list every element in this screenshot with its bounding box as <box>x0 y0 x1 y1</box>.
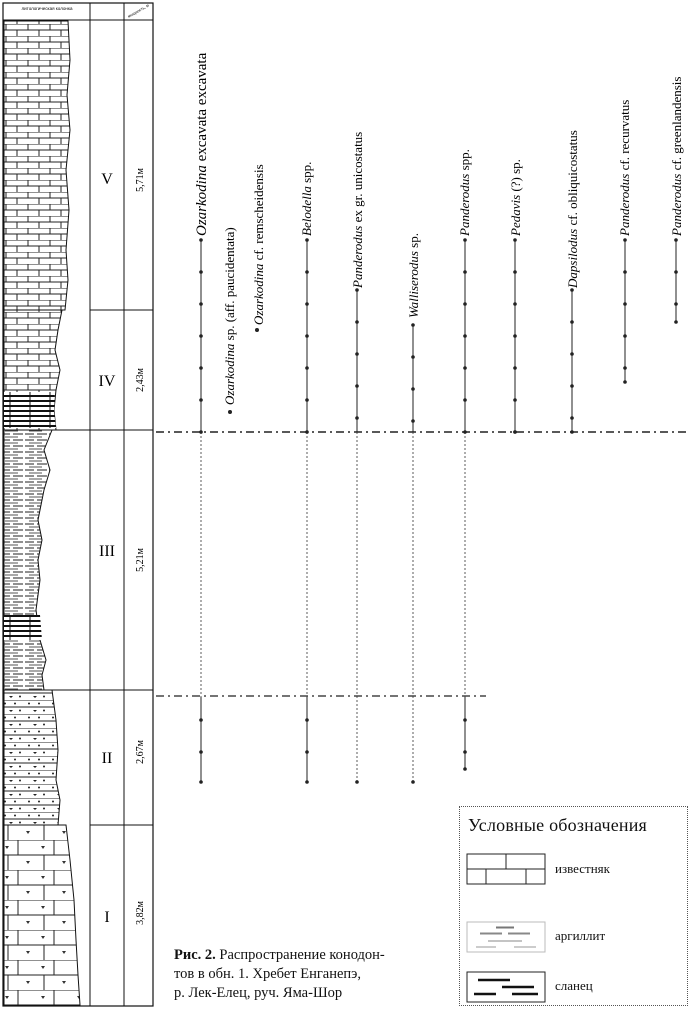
sample-point <box>623 302 627 306</box>
caption-line-3: р. Лек-Елец, руч. Яма-Шор <box>174 985 343 1001</box>
taxon-species: ex gr. unicostatus <box>350 131 365 226</box>
taxon-species: cf. greenlandensis <box>669 76 684 174</box>
range-8 <box>513 238 517 434</box>
taxon-label-9 <box>565 130 580 289</box>
sample-point <box>305 750 309 754</box>
sample-point <box>305 430 309 434</box>
sample-point <box>199 238 203 242</box>
sample-point <box>305 270 309 274</box>
sample-point <box>305 334 309 338</box>
sample-point <box>463 302 467 306</box>
sample-point <box>623 366 627 370</box>
legend-swatch-limestone <box>466 853 546 885</box>
thickness-ii: 2,67м <box>135 740 146 764</box>
sample-point <box>513 270 517 274</box>
sample-point <box>199 366 203 370</box>
range-5 <box>355 288 359 784</box>
taxon-label-4 <box>299 162 314 236</box>
figure-caption <box>174 946 470 1003</box>
unit-label-iii: III <box>99 543 115 560</box>
taxon-genus: Pedavis <box>508 194 523 236</box>
range-point <box>255 328 259 332</box>
lithology-unit-i <box>4 825 80 1005</box>
sample-point <box>623 334 627 338</box>
thickness-iv: 2,43м <box>135 368 146 392</box>
taxon-genus: Panderodus <box>350 225 365 288</box>
legend-title: Условные обозначения <box>468 815 648 835</box>
legend <box>459 806 688 1006</box>
lithology-unit-iv-dark <box>4 392 56 428</box>
sample-point <box>674 238 678 242</box>
taxon-genus: Panderodus <box>669 173 684 236</box>
sample-point <box>355 320 359 324</box>
sample-point <box>305 366 309 370</box>
caption-lead: Рис. 2. <box>174 947 216 963</box>
taxon-label-1 <box>194 52 210 236</box>
thickness-i: 3,82м <box>135 901 146 925</box>
sample-point <box>463 366 467 370</box>
sample-point <box>570 320 574 324</box>
sample-point <box>513 334 517 338</box>
sample-point <box>623 270 627 274</box>
legend-label-shale: сланец <box>555 978 593 993</box>
sample-point <box>411 323 415 327</box>
sample-point <box>199 302 203 306</box>
sample-point <box>199 718 203 722</box>
sample-point <box>463 238 467 242</box>
legend-label-limestone: известняк <box>555 861 610 876</box>
sample-point <box>355 416 359 420</box>
legend-swatch-shale <box>466 971 546 1003</box>
unit-label-ii: II <box>101 750 113 767</box>
lithology-unit-v <box>4 21 70 310</box>
sample-point <box>623 238 627 242</box>
sample-point <box>411 780 415 784</box>
sample-point <box>305 302 309 306</box>
sample-point <box>513 430 517 434</box>
unit-label-i: I <box>104 909 110 926</box>
caption-line-1: Распространение конодон- <box>215 947 385 963</box>
taxon-species: cf. recurvatus <box>617 99 632 174</box>
taxon-label-6 <box>406 233 421 318</box>
range-11 <box>674 238 678 324</box>
caption-line-2: тов в обн. 1. Хребет Енганепэ, <box>174 966 362 982</box>
header-lithology: литологическая колонка <box>21 6 73 11</box>
sample-point <box>305 780 309 784</box>
range-point <box>228 410 232 414</box>
sample-point <box>199 430 203 434</box>
sample-point <box>674 302 678 306</box>
taxon-genus: Ozarkodina <box>194 165 210 236</box>
sample-point <box>623 380 627 384</box>
range-3 <box>255 328 259 332</box>
sample-point <box>513 366 517 370</box>
sample-point <box>411 355 415 359</box>
taxon-label-10 <box>617 100 632 237</box>
taxon-label-8 <box>508 159 523 237</box>
legend-swatch-argillite <box>466 921 546 953</box>
taxon-species: spp. <box>299 161 314 187</box>
taxon-species: sp. (aff. paucidentata) <box>222 227 237 344</box>
sample-point <box>570 416 574 420</box>
sample-point <box>674 320 678 324</box>
taxon-species: (?) sp. <box>508 159 523 195</box>
range-4 <box>305 238 309 784</box>
sample-point <box>463 334 467 338</box>
sample-point <box>674 270 678 274</box>
unit-label-iv: IV <box>98 373 116 390</box>
taxon-genus: Walliserodus <box>406 251 421 318</box>
sample-point <box>570 430 574 434</box>
range-9 <box>570 288 574 434</box>
unit-label-v: V <box>101 171 113 188</box>
sample-point <box>355 384 359 388</box>
taxon-genus: Ozarkodina <box>222 343 237 405</box>
range-10 <box>623 238 627 384</box>
taxon-species: spp. <box>457 149 472 174</box>
lithology-unit-iii <box>4 430 52 690</box>
sample-point <box>463 430 467 434</box>
taxon-species: cf. obliquicostatus <box>565 130 580 229</box>
taxon-genus: Panderodus <box>457 173 472 236</box>
sample-point <box>199 780 203 784</box>
sample-point <box>199 750 203 754</box>
taxon-label-7 <box>457 149 472 237</box>
taxon-label-11 <box>669 77 684 237</box>
sample-point <box>463 270 467 274</box>
sample-point <box>463 718 467 722</box>
range-2 <box>228 410 232 414</box>
sample-point <box>199 398 203 402</box>
taxon-label-5 <box>350 132 365 289</box>
sample-point <box>570 352 574 356</box>
sample-point <box>199 270 203 274</box>
taxon-genus: Ozarkodina <box>251 263 266 325</box>
thickness-iii: 5,21м <box>135 548 146 572</box>
taxon-label-3 <box>251 164 266 325</box>
lithology-column <box>3 3 153 1006</box>
sample-point <box>463 767 467 771</box>
range-7 <box>463 238 467 771</box>
sample-point <box>305 718 309 722</box>
sample-point <box>463 750 467 754</box>
sample-point <box>513 398 517 402</box>
taxon-species: excavata excavata <box>194 52 210 166</box>
lithology-unit-ii <box>4 690 60 825</box>
sample-point <box>305 398 309 402</box>
lithology-unit-iii-dark <box>4 615 42 640</box>
sample-point <box>305 238 309 242</box>
taxon-labels <box>194 52 684 405</box>
sample-point <box>411 387 415 391</box>
sample-point <box>411 419 415 423</box>
range-6 <box>411 323 415 784</box>
sample-point <box>463 398 467 402</box>
legend-label-argillite: аргиллит <box>555 928 606 943</box>
header-thickness: мощность, м <box>126 2 150 19</box>
taxon-genus: Panderodus <box>617 173 632 236</box>
sample-point <box>513 302 517 306</box>
taxon-species: cf. remscheidensis <box>251 164 266 264</box>
taxon-label-2 <box>222 227 237 405</box>
sample-point <box>570 384 574 388</box>
taxon-ranges <box>199 238 678 784</box>
taxon-species: sp. <box>406 233 421 252</box>
sample-point <box>355 780 359 784</box>
sample-point <box>355 352 359 356</box>
sample-point <box>199 334 203 338</box>
taxon-genus: Belodella <box>299 186 314 236</box>
sample-point <box>513 238 517 242</box>
range-1 <box>199 238 203 784</box>
thickness-v: 5,71м <box>135 168 146 192</box>
taxon-genus: Dapsilodus <box>565 228 580 288</box>
